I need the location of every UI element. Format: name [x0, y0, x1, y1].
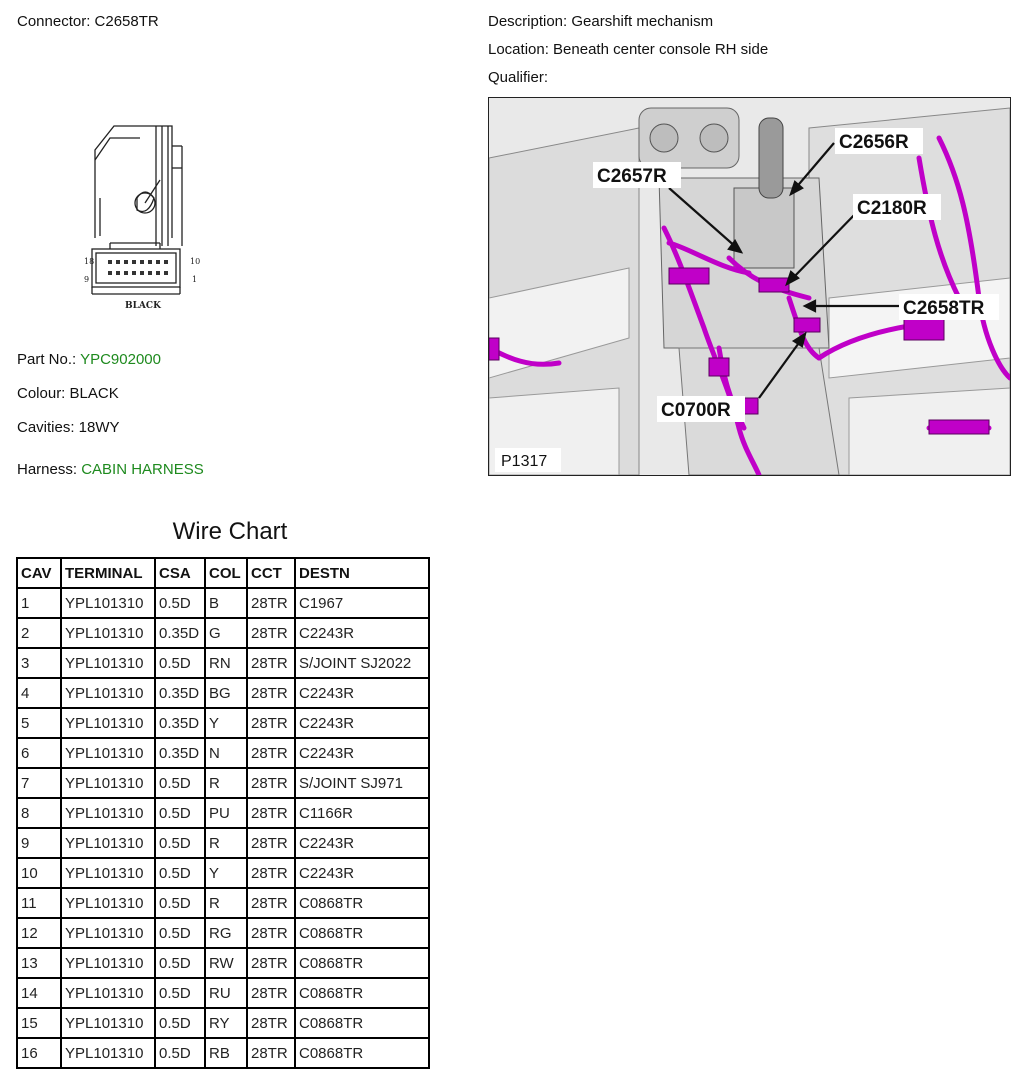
callout-c2657r: C2657R: [597, 166, 667, 187]
cell-col: PU: [205, 798, 247, 828]
header-csa: CSA: [155, 558, 205, 588]
cell-csa: 0.5D: [155, 1038, 205, 1068]
cell-terminal: YPL101310: [61, 648, 155, 678]
table-row: [17, 828, 429, 858]
cell-col: Y: [205, 708, 247, 738]
cell-cav: 15: [17, 1008, 61, 1038]
cell-cav: 4: [17, 678, 61, 708]
cell-cav: 2: [17, 618, 61, 648]
table-row: [17, 708, 429, 738]
cell-csa: 0.5D: [155, 648, 205, 678]
table-row: [17, 768, 429, 798]
cell-terminal: YPL101310: [61, 858, 155, 888]
cell-cct: 28TR: [247, 828, 295, 858]
cell-destn: C0868TR: [295, 978, 429, 1008]
cell-cav: 13: [17, 948, 61, 978]
cell-col: RG: [205, 918, 247, 948]
header-cct: CCT: [247, 558, 295, 588]
cell-cav: 12: [17, 918, 61, 948]
cell-cav: 6: [17, 738, 61, 768]
table-row: [17, 618, 429, 648]
cell-csa: 0.35D: [155, 618, 205, 648]
cell-cct: 28TR: [247, 738, 295, 768]
cell-terminal: YPL101310: [61, 708, 155, 738]
cell-cct: 28TR: [247, 588, 295, 618]
table-row: [17, 978, 429, 1008]
table-row: [17, 1008, 429, 1038]
cell-cav: 16: [17, 1038, 61, 1068]
description-label: Description: Gearshift mechanism: [488, 13, 714, 30]
cell-destn: C2243R: [295, 858, 429, 888]
callout-c2658tr: C2658TR: [903, 298, 985, 319]
cell-cav: 1: [17, 588, 61, 618]
cell-cct: 28TR: [247, 858, 295, 888]
cell-cav: 8: [17, 798, 61, 828]
cell-col: R: [205, 828, 247, 858]
table-row: [17, 798, 429, 828]
cell-csa: 0.5D: [155, 588, 205, 618]
cell-col: RU: [205, 978, 247, 1008]
table-row: [17, 1038, 429, 1068]
cell-col: RY: [205, 1008, 247, 1038]
cell-csa: 0.35D: [155, 678, 205, 708]
cell-cav: 9: [17, 828, 61, 858]
cell-csa: 0.5D: [155, 948, 205, 978]
pin-label-9: 9: [84, 275, 90, 284]
cell-cct: 28TR: [247, 918, 295, 948]
cell-destn: S/JOINT SJ971: [295, 768, 429, 798]
photo-id: P1317: [501, 453, 548, 470]
cell-cav: 3: [17, 648, 61, 678]
wire-chart-table: [16, 557, 430, 1069]
callout-c0700r: C0700R: [661, 400, 731, 421]
cavities-label: Cavities: 18WY: [17, 419, 120, 436]
cell-csa: 0.5D: [155, 798, 205, 828]
cell-cav: 5: [17, 708, 61, 738]
cell-destn: S/JOINT SJ2022: [295, 648, 429, 678]
table-row: [17, 738, 429, 768]
diagram-color-label: BLACK: [125, 301, 161, 311]
header-terminal: TERMINAL: [61, 558, 155, 588]
cell-col: Y: [205, 858, 247, 888]
cell-col: N: [205, 738, 247, 768]
connector-diagram: [82, 118, 212, 314]
cell-cav: 11: [17, 888, 61, 918]
cell-csa: 0.35D: [155, 738, 205, 768]
wire-chart-header-row: [17, 558, 429, 588]
cell-terminal: YPL101310: [61, 948, 155, 978]
pin-label-1: 1: [192, 275, 198, 284]
cell-col: G: [205, 618, 247, 648]
part-number-link[interactable]: YPC902000: [80, 351, 161, 368]
cell-cct: 28TR: [247, 1038, 295, 1068]
cell-destn: C0868TR: [295, 918, 429, 948]
colour-label: Colour: BLACK: [17, 385, 119, 402]
cell-terminal: YPL101310: [61, 768, 155, 798]
cell-destn: C2243R: [295, 678, 429, 708]
cell-cav: 7: [17, 768, 61, 798]
table-row: [17, 648, 429, 678]
cell-csa: 0.5D: [155, 768, 205, 798]
cell-destn: C0868TR: [295, 888, 429, 918]
callout-c2656r: C2656R: [839, 132, 909, 153]
cell-cct: 28TR: [247, 978, 295, 1008]
cell-csa: 0.5D: [155, 1008, 205, 1038]
cell-terminal: YPL101310: [61, 618, 155, 648]
cell-cct: 28TR: [247, 708, 295, 738]
qualifier-label: Qualifier:: [488, 69, 549, 86]
pin-label-10: 10: [190, 257, 201, 266]
cell-terminal: YPL101310: [61, 828, 155, 858]
table-row: [17, 888, 429, 918]
cell-cct: 28TR: [247, 678, 295, 708]
table-row: [17, 588, 429, 618]
cell-terminal: YPL101310: [61, 888, 155, 918]
cell-col: RW: [205, 948, 247, 978]
location-photo-drawing: [489, 98, 1010, 475]
cell-cct: 28TR: [247, 618, 295, 648]
cell-terminal: YPL101310: [61, 678, 155, 708]
cell-terminal: YPL101310: [61, 978, 155, 1008]
cell-terminal: YPL101310: [61, 588, 155, 618]
wire-chart-title: Wire Chart: [172, 518, 288, 545]
cell-col: R: [205, 888, 247, 918]
cell-destn: C0868TR: [295, 1038, 429, 1068]
header-cav: CAV: [17, 558, 61, 588]
table-row: [17, 948, 429, 978]
header-destn: DESTN: [295, 558, 429, 588]
cell-cav: 14: [17, 978, 61, 1008]
part-number: [17, 351, 161, 368]
cell-col: RB: [205, 1038, 247, 1068]
harness: [17, 461, 204, 478]
part-number-label: Part No.:: [17, 351, 77, 368]
cell-destn: C2243R: [295, 738, 429, 768]
cell-destn: C2243R: [295, 618, 429, 648]
cell-csa: 0.5D: [155, 888, 205, 918]
cell-col: B: [205, 588, 247, 618]
cell-destn: C2243R: [295, 708, 429, 738]
location-photo: [488, 97, 1011, 476]
cell-terminal: YPL101310: [61, 918, 155, 948]
harness-label: Harness:: [17, 461, 78, 478]
connector-label: Connector: C2658TR: [17, 13, 159, 30]
cell-terminal: YPL101310: [61, 738, 155, 768]
cell-cct: 28TR: [247, 798, 295, 828]
cell-col: R: [205, 768, 247, 798]
cell-terminal: YPL101310: [61, 1038, 155, 1068]
table-row: [17, 678, 429, 708]
cell-destn: C0868TR: [295, 1008, 429, 1038]
cell-csa: 0.5D: [155, 828, 205, 858]
wire-chart-body: [17, 588, 429, 1068]
cell-destn: C1166R: [295, 798, 429, 828]
cell-destn: C0868TR: [295, 948, 429, 978]
cell-csa: 0.5D: [155, 918, 205, 948]
cell-cct: 28TR: [247, 948, 295, 978]
cell-destn: C2243R: [295, 828, 429, 858]
cell-terminal: YPL101310: [61, 1008, 155, 1038]
header-col: COL: [205, 558, 247, 588]
callout-c2180r: C2180R: [857, 198, 927, 219]
cell-col: BG: [205, 678, 247, 708]
cell-cct: 28TR: [247, 648, 295, 678]
cell-col: RN: [205, 648, 247, 678]
cell-cct: 28TR: [247, 888, 295, 918]
cell-csa: 0.5D: [155, 858, 205, 888]
table-row: [17, 918, 429, 948]
table-row: [17, 858, 429, 888]
cell-cav: 10: [17, 858, 61, 888]
cell-cct: 28TR: [247, 768, 295, 798]
cell-csa: 0.35D: [155, 708, 205, 738]
harness-link[interactable]: CABIN HARNESS: [81, 461, 204, 478]
pin-label-18: 18: [84, 257, 95, 266]
cell-csa: 0.5D: [155, 978, 205, 1008]
cell-terminal: YPL101310: [61, 798, 155, 828]
location-label: Location: Beneath center console RH side: [488, 41, 769, 58]
cell-cct: 28TR: [247, 1008, 295, 1038]
cell-destn: C1967: [295, 588, 429, 618]
